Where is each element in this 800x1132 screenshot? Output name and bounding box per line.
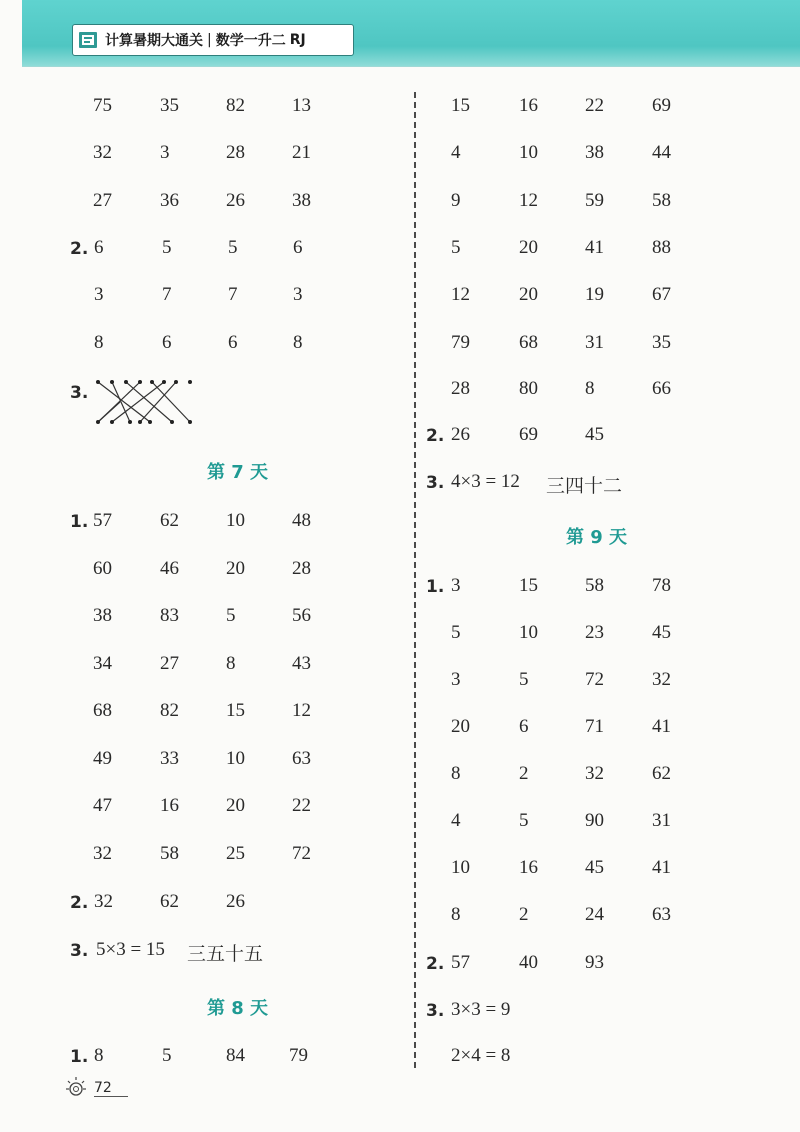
equation: 4×3 = 12 bbox=[451, 471, 520, 492]
answer-value: 8 bbox=[585, 378, 595, 399]
answer-value: 79 bbox=[289, 1045, 308, 1066]
answer-value: 3 bbox=[293, 284, 303, 305]
answer-value: 12 bbox=[519, 190, 538, 211]
answer-value: 48 bbox=[292, 510, 311, 531]
book-edition: RJ bbox=[289, 32, 306, 48]
answer-value: 7 bbox=[228, 284, 238, 305]
answer-value: 41 bbox=[652, 716, 671, 737]
answer-value: 20 bbox=[519, 284, 538, 305]
answer-value: 27 bbox=[93, 190, 112, 211]
answer-value: 40 bbox=[519, 952, 538, 973]
answer-value: 10 bbox=[519, 142, 538, 163]
answer-value: 45 bbox=[585, 424, 604, 445]
answer-value: 58 bbox=[652, 190, 671, 211]
book-icon bbox=[77, 29, 99, 51]
answer-value: 4 bbox=[451, 810, 461, 831]
answer-value: 80 bbox=[519, 378, 538, 399]
equation: 2×4 = 8 bbox=[451, 1045, 511, 1066]
answer-value: 20 bbox=[226, 795, 245, 816]
answer-value: 4 bbox=[451, 142, 461, 163]
answer-value: 84 bbox=[226, 1045, 245, 1066]
answer-value: 68 bbox=[93, 700, 112, 721]
answer-value: 82 bbox=[226, 95, 245, 116]
answer-value: 31 bbox=[652, 810, 671, 831]
sun-icon bbox=[62, 1075, 90, 1099]
answer-value: 13 bbox=[292, 95, 311, 116]
answer-value: 22 bbox=[292, 795, 311, 816]
answer-value: 57 bbox=[93, 510, 112, 531]
matching-lines-diagram bbox=[90, 374, 200, 430]
answer-value: 62 bbox=[160, 510, 179, 531]
answer-value: 22 bbox=[585, 95, 604, 116]
answer-value: 69 bbox=[652, 95, 671, 116]
answer-value: 32 bbox=[585, 763, 604, 784]
column-divider bbox=[414, 92, 416, 1068]
answer-value: 59 bbox=[585, 190, 604, 211]
question-label: 3. bbox=[70, 941, 89, 961]
answer-value: 63 bbox=[292, 748, 311, 769]
question-label: 3. bbox=[70, 383, 89, 403]
question-label: 2. bbox=[70, 893, 89, 913]
answer-value: 58 bbox=[585, 575, 604, 596]
answer-value: 12 bbox=[451, 284, 470, 305]
answer-value: 38 bbox=[93, 605, 112, 626]
page-number: 72 bbox=[94, 1080, 128, 1097]
header-bar bbox=[22, 0, 800, 67]
answer-value: 8 bbox=[94, 332, 104, 353]
answer-value: 34 bbox=[93, 653, 112, 674]
answer-value: 5 bbox=[226, 605, 236, 626]
answer-value: 69 bbox=[519, 424, 538, 445]
answer-value: 8 bbox=[293, 332, 303, 353]
answer-value: 3 bbox=[451, 575, 461, 596]
answer-value: 63 bbox=[652, 904, 671, 925]
answer-value: 5 bbox=[162, 237, 172, 258]
answer-value: 15 bbox=[451, 95, 470, 116]
answer-value: 6 bbox=[162, 332, 172, 353]
question-label: 2. bbox=[426, 426, 445, 446]
answer-value: 27 bbox=[160, 653, 179, 674]
answer-value: 12 bbox=[292, 700, 311, 721]
answer-value: 66 bbox=[652, 378, 671, 399]
answer-value: 49 bbox=[93, 748, 112, 769]
question-label: 2. bbox=[426, 954, 445, 974]
answer-value: 16 bbox=[160, 795, 179, 816]
answer-value: 5 bbox=[451, 237, 461, 258]
answer-value: 31 bbox=[585, 332, 604, 353]
answer-value: 28 bbox=[292, 558, 311, 579]
answer-value: 90 bbox=[585, 810, 604, 831]
answer-value: 57 bbox=[451, 952, 470, 973]
answer-value: 93 bbox=[585, 952, 604, 973]
answer-value: 47 bbox=[93, 795, 112, 816]
header-badge bbox=[72, 24, 354, 56]
answer-value: 36 bbox=[160, 190, 179, 211]
answer-value: 46 bbox=[160, 558, 179, 579]
answer-value: 75 bbox=[93, 95, 112, 116]
answer-value: 78 bbox=[652, 575, 671, 596]
answer-value: 10 bbox=[226, 510, 245, 531]
answer-value: 6 bbox=[519, 716, 529, 737]
answer-value: 32 bbox=[94, 891, 113, 912]
answer-value: 44 bbox=[652, 142, 671, 163]
answer-value: 15 bbox=[519, 575, 538, 596]
answer-value: 41 bbox=[585, 237, 604, 258]
equation: 5×3 = 15 bbox=[96, 939, 165, 960]
answer-value: 62 bbox=[652, 763, 671, 784]
answer-value: 41 bbox=[652, 857, 671, 878]
day-8-title: 第 8 天 bbox=[207, 998, 269, 1019]
book-title: 计算暑期大通关 bbox=[105, 33, 203, 49]
multiplication-chant: 三四十二 bbox=[546, 476, 623, 497]
answer-value: 28 bbox=[451, 378, 470, 399]
answer-value: 67 bbox=[652, 284, 671, 305]
answer-value: 56 bbox=[292, 605, 311, 626]
answer-value: 25 bbox=[226, 843, 245, 864]
answer-value: 26 bbox=[451, 424, 470, 445]
answer-value: 20 bbox=[519, 237, 538, 258]
answer-value: 28 bbox=[226, 142, 245, 163]
multiplication-chant: 三五十五 bbox=[187, 944, 264, 965]
question-label: 2. bbox=[70, 239, 89, 259]
answer-value: 72 bbox=[585, 669, 604, 690]
day-7-title: 第 7 天 bbox=[207, 462, 269, 483]
answer-value: 21 bbox=[292, 142, 311, 163]
title-separator: | bbox=[207, 32, 212, 48]
answer-value: 16 bbox=[519, 95, 538, 116]
answer-value: 35 bbox=[160, 95, 179, 116]
answer-value: 32 bbox=[93, 843, 112, 864]
answer-value: 10 bbox=[226, 748, 245, 769]
answer-value: 45 bbox=[585, 857, 604, 878]
answer-value: 8 bbox=[451, 904, 461, 925]
answer-value: 2 bbox=[519, 763, 529, 784]
answer-value: 20 bbox=[451, 716, 470, 737]
answer-value: 10 bbox=[519, 622, 538, 643]
book-subject: 数学一升二 bbox=[215, 33, 286, 49]
answer-value: 5 bbox=[519, 669, 529, 690]
answer-value: 32 bbox=[652, 669, 671, 690]
answer-value: 8 bbox=[226, 653, 236, 674]
answer-value: 8 bbox=[451, 763, 461, 784]
answer-value: 6 bbox=[228, 332, 238, 353]
answer-value: 24 bbox=[585, 904, 604, 925]
answer-value: 20 bbox=[226, 558, 245, 579]
answer-value: 10 bbox=[451, 857, 470, 878]
answer-value: 45 bbox=[652, 622, 671, 643]
answer-value: 9 bbox=[451, 190, 461, 211]
question-label: 3. bbox=[426, 473, 445, 493]
answer-value: 62 bbox=[160, 891, 179, 912]
question-label: 1. bbox=[70, 1047, 89, 1067]
answer-value: 38 bbox=[292, 190, 311, 211]
question-label: 3. bbox=[426, 1001, 445, 1021]
answer-value: 79 bbox=[451, 332, 470, 353]
answer-value: 5 bbox=[162, 1045, 172, 1066]
answer-value: 35 bbox=[652, 332, 671, 353]
answer-value: 23 bbox=[585, 622, 604, 643]
answer-value: 5 bbox=[451, 622, 461, 643]
question-label: 1. bbox=[70, 512, 89, 532]
answer-value: 19 bbox=[585, 284, 604, 305]
answer-value: 60 bbox=[93, 558, 112, 579]
answer-value: 15 bbox=[226, 700, 245, 721]
question-label: 1. bbox=[426, 577, 445, 597]
answer-value: 38 bbox=[585, 142, 604, 163]
answer-value: 6 bbox=[293, 237, 303, 258]
answer-value: 26 bbox=[226, 891, 245, 912]
answer-value: 68 bbox=[519, 332, 538, 353]
answer-value: 7 bbox=[162, 284, 172, 305]
answer-value: 3 bbox=[451, 669, 461, 690]
answer-value: 88 bbox=[652, 237, 671, 258]
answer-value: 71 bbox=[585, 716, 604, 737]
answer-value: 32 bbox=[93, 142, 112, 163]
answer-value: 26 bbox=[226, 190, 245, 211]
answer-value: 5 bbox=[228, 237, 238, 258]
answer-value: 83 bbox=[160, 605, 179, 626]
answer-value: 5 bbox=[519, 810, 529, 831]
answer-value: 43 bbox=[292, 653, 311, 674]
answer-value: 8 bbox=[94, 1045, 104, 1066]
answer-value: 16 bbox=[519, 857, 538, 878]
answer-value: 3 bbox=[160, 142, 170, 163]
answer-value: 82 bbox=[160, 700, 179, 721]
answer-value: 72 bbox=[292, 843, 311, 864]
answer-value: 58 bbox=[160, 843, 179, 864]
day-9-title: 第 9 天 bbox=[566, 527, 628, 548]
answer-value: 6 bbox=[94, 237, 104, 258]
equation: 3×3 = 9 bbox=[451, 999, 511, 1020]
answer-value: 2 bbox=[519, 904, 529, 925]
answer-value: 3 bbox=[94, 284, 104, 305]
answer-value: 33 bbox=[160, 748, 179, 769]
